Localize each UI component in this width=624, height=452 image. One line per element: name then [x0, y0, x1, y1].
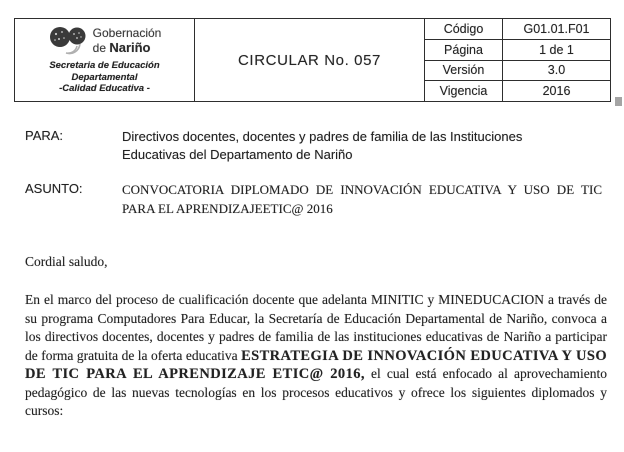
org-logo-and-name: [48, 25, 162, 57]
meta-value-vigencia: 2016: [542, 84, 571, 99]
meta-value-codigo: G01.01.F01: [523, 21, 590, 36]
para-label: PARA:: [25, 128, 64, 143]
body-text-program-name: ESTRATEGIA DE INNOVACIÓN EDUCATIVA Y USO DE TIC PARA EL APRENDIZAJE ETIC@ 2016,: [25, 347, 608, 382]
org-name-line1: Gobernación: [92, 26, 162, 41]
circular-title-cell: [195, 19, 425, 101]
para-field: [25, 128, 607, 164]
meta-row-version: [425, 61, 610, 82]
scan-artifact: [615, 97, 622, 106]
document-header-table: [14, 18, 611, 102]
org-name-line2-prefix: de: [92, 40, 110, 55]
meta-label-vigencia: Vigencia: [425, 81, 503, 101]
meta-row-vigencia: [425, 81, 610, 101]
meta-value-version: 3.0: [547, 63, 566, 78]
governorate-seal-icon: [48, 25, 88, 57]
circular-number-title: CIRCULAR No. 057: [238, 51, 381, 69]
body-text-pre: En el marco del proceso de cualificación docente que adelanta MINITIC y MINEDUCACION a través de su programa Computadores Para Educar, la Secretaría de Educación Departamental de Nariño, convoca a los directivos docentes, docentes y padres de familia de las instituciones educativas de Nariño a participar de forma gratuita de la oferta educativa: [25, 292, 607, 363]
meta-label-pagina: Página: [425, 40, 503, 60]
para-recipients-text: Directivos docentes, docentes y padres de familia de las Instituciones Educativas del Departamento de Nariño: [122, 129, 523, 162]
meta-label-version: Versión: [425, 61, 503, 81]
greeting-line: Cordial saludo,: [25, 254, 108, 269]
asunto-label: ASUNTO:: [25, 181, 83, 196]
org-subtitle-line2: Departamental: [71, 71, 138, 83]
asunto-subject-text: CONVOCATORIA DIPLOMADO DE INNOVACIÓN EDUCATIVA Y USO DE TIC PARA EL APRENDIZAJEETIC@ 2016: [122, 182, 602, 216]
meta-label-codigo: Código: [425, 19, 503, 39]
org-identity-cell: [15, 19, 195, 101]
org-subtitle-line1: Secretaria de Educación: [49, 60, 160, 72]
meta-row-codigo: [425, 19, 610, 40]
org-name-line2-name: Nariño: [109, 39, 151, 55]
meta-row-pagina: [425, 40, 610, 61]
meta-table: [425, 19, 610, 101]
org-name: [93, 27, 162, 55]
asunto-field: [25, 181, 607, 218]
org-subtitle: [49, 60, 159, 95]
body-text-post: el cual está enfocado al aprovechamiento pedagógico de las nuevas tecnologías en los procesos educativos y ofrece los siguientes diplomados y cursos:: [25, 366, 607, 418]
org-subtitle-line3: -Calidad Educativa -: [59, 83, 150, 95]
meta-value-pagina: 1 de 1: [539, 42, 574, 57]
body-paragraph: [25, 291, 607, 421]
